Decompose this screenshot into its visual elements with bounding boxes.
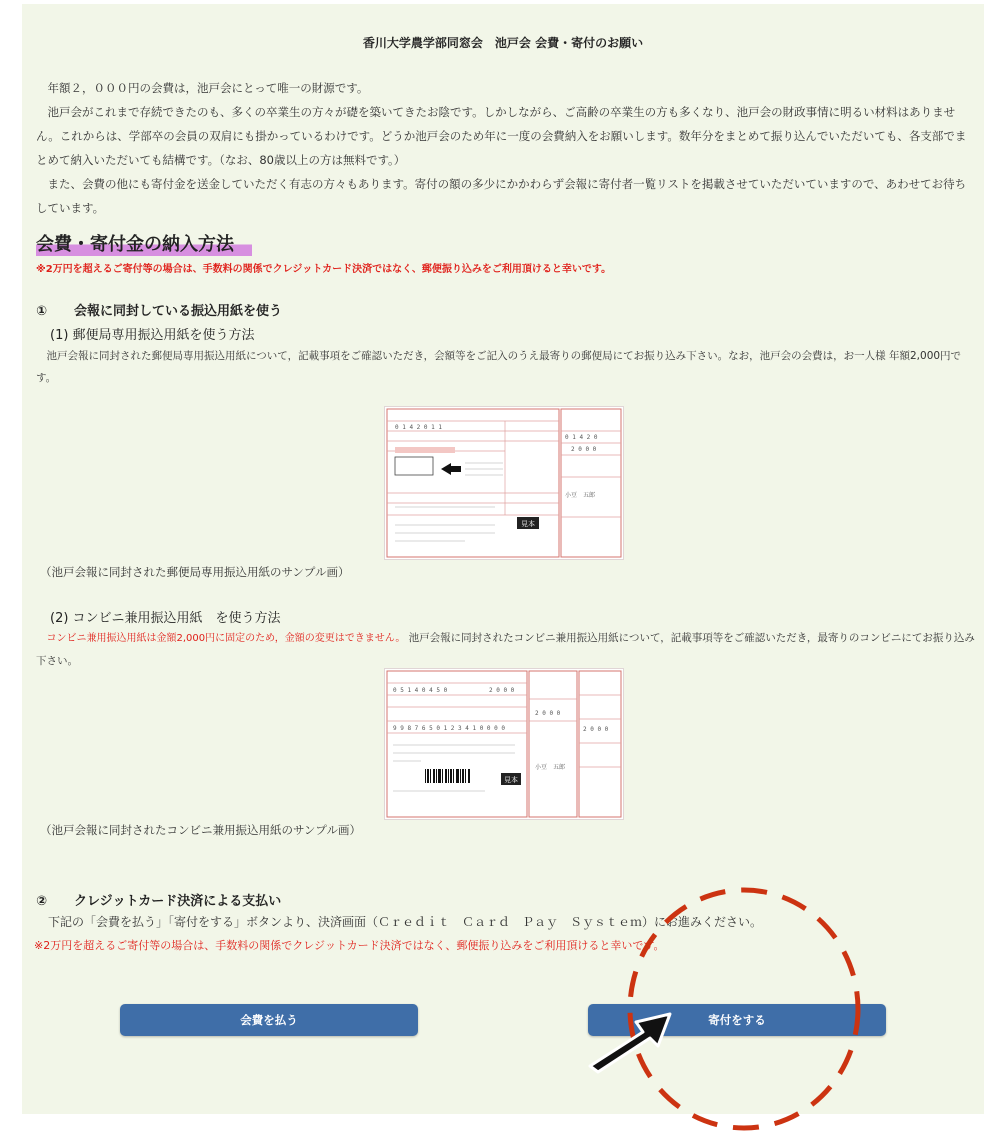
- method1-sub2-title: (2) コンビニ兼用振込用紙 を使う方法: [50, 611, 281, 626]
- svg-text:2 0 0 0: 2 0 0 0: [489, 687, 515, 694]
- form-stamp: 見本: [504, 776, 518, 784]
- svg-text:2 0 0 0: 2 0 0 0: [535, 710, 561, 717]
- method1-heading: [36, 300, 282, 319]
- convenience-desc: 池戸会報に同封されたコンビニ兼用振込用紙について，記載事項等をご確認いただき，最寄りのコンビニにてお振り込み下さい。: [36, 632, 975, 667]
- warning-note: ※2万円を超えるご寄付等の場合は、手数料の関係でクレジットカード決済ではなく、郵便振り込みをご利用頂けると幸いです。: [36, 264, 612, 275]
- form-stamp: 見本: [521, 520, 535, 528]
- svg-text:0 5 1 4 0 4 5 0: 0 5 1 4 0 4 5 0: [393, 687, 448, 694]
- credit-card-warning: ※2万円を超えるご寄付等の場合は、手数料の関係でクレジットカード決済ではなく、郵便振り込みをご利用頂けると幸いです。: [34, 939, 665, 952]
- svg-text:2 0 0 0: 2 0 0 0: [571, 446, 597, 453]
- intro-paragraph: 年額２，０００円の会費は，池戸会にとって唯一の財源です。: [47, 81, 369, 95]
- donate-button[interactable]: 寄付をする: [588, 1004, 886, 1036]
- pay-fee-button[interactable]: 会費を払う: [120, 1004, 418, 1036]
- svg-text:0 1 4 2 0 1 1: 0 1 4 2 0 1 1: [395, 424, 442, 431]
- method1-sub1-desc: 池戸会報に同封された郵便局専用振込用紙について，記載事項をご確認いただき，会額等をご記入のうえ最寄りの郵便局にてお振り込み下さい。なお，池戸会の会費は，お一人様 年額2,000円です。: [36, 350, 962, 384]
- method1-sub1-title: (1) 郵便局専用振込用紙を使う方法: [50, 328, 255, 343]
- svg-text:小豆 五郎: 小豆 五郎: [565, 492, 596, 499]
- method2-number: ②: [36, 894, 48, 909]
- convenience-form-sample-image: [384, 668, 624, 820]
- svg-text:小豆 五郎: 小豆 五郎: [535, 764, 566, 771]
- intro-text: [36, 76, 972, 220]
- svg-text:9 9 8 7 6 5 0 1 2 3 4 1 0 0 0: 9 9 8 7 6 5 0 1 2 3 4 1 0 0 0 0: [393, 725, 505, 732]
- postal-form-sample-image: [384, 406, 624, 560]
- credit-card-desc: 下記の「会費を払う」「寄付をする」ボタンより、決済画面（Ｃｒｅｄｉｔ Ｃａｒｄ Ｐａｙ Ｓｙｓｔｅｍ）にお進みください。: [48, 915, 763, 929]
- svg-text:0 1 4 2 0: 0 1 4 2 0: [565, 434, 598, 441]
- intro-paragraph: また、会費の他にも寄付金を送金していただく有志の方々もあります。寄付の額の多少にかかわらず会報に寄付者一覧リストを掲載させていただいていますので、あわせてお待ちしています。: [36, 177, 967, 215]
- postal-form-caption: （池戸会報に同封された郵便局専用振込用紙のサンプル画）: [40, 565, 350, 579]
- method1-sub2-desc: [36, 627, 976, 672]
- content-panel: [22, 4, 984, 1114]
- svg-text:2 0 0 0: 2 0 0 0: [583, 726, 609, 733]
- intro-paragraph: 池戸会がこれまで存続できたのも、多くの卒業生の方々が礎を築いてきたお陰です。しかしながら、ご高齢の卒業生の方も多くなり、池戸会の財政事情に明るい材料はありません。これからは、学部卒の会員の双肩にも掛かっているわけです。どうか池戸会のため年に一度の会費納入をお願いします。数年分をまとめて振り込んでいただいても、各支部でまとめて納入いただいても結構です。（なお、80歳以上の方は無料です。）: [36, 105, 967, 167]
- method1-title: 会報に同封している振込用紙を使う: [74, 304, 283, 319]
- page-title: 香川大学農学部同窓会 池戸会 会費・寄付のお願い: [362, 36, 644, 50]
- method2-title: クレジットカード決済による支払い: [74, 894, 282, 909]
- convenience-form-caption: （池戸会報に同封されたコンビニ兼用振込用紙のサンプル画）: [40, 823, 361, 837]
- section-heading: 会費・寄付金の納入方法: [36, 230, 252, 256]
- method2-heading: [36, 890, 281, 909]
- fixed-amount-note: コンビニ兼用振込用紙は金額2,000円に固定のため，金額の変更はできません。: [46, 633, 406, 644]
- method1-number: ①: [36, 304, 48, 319]
